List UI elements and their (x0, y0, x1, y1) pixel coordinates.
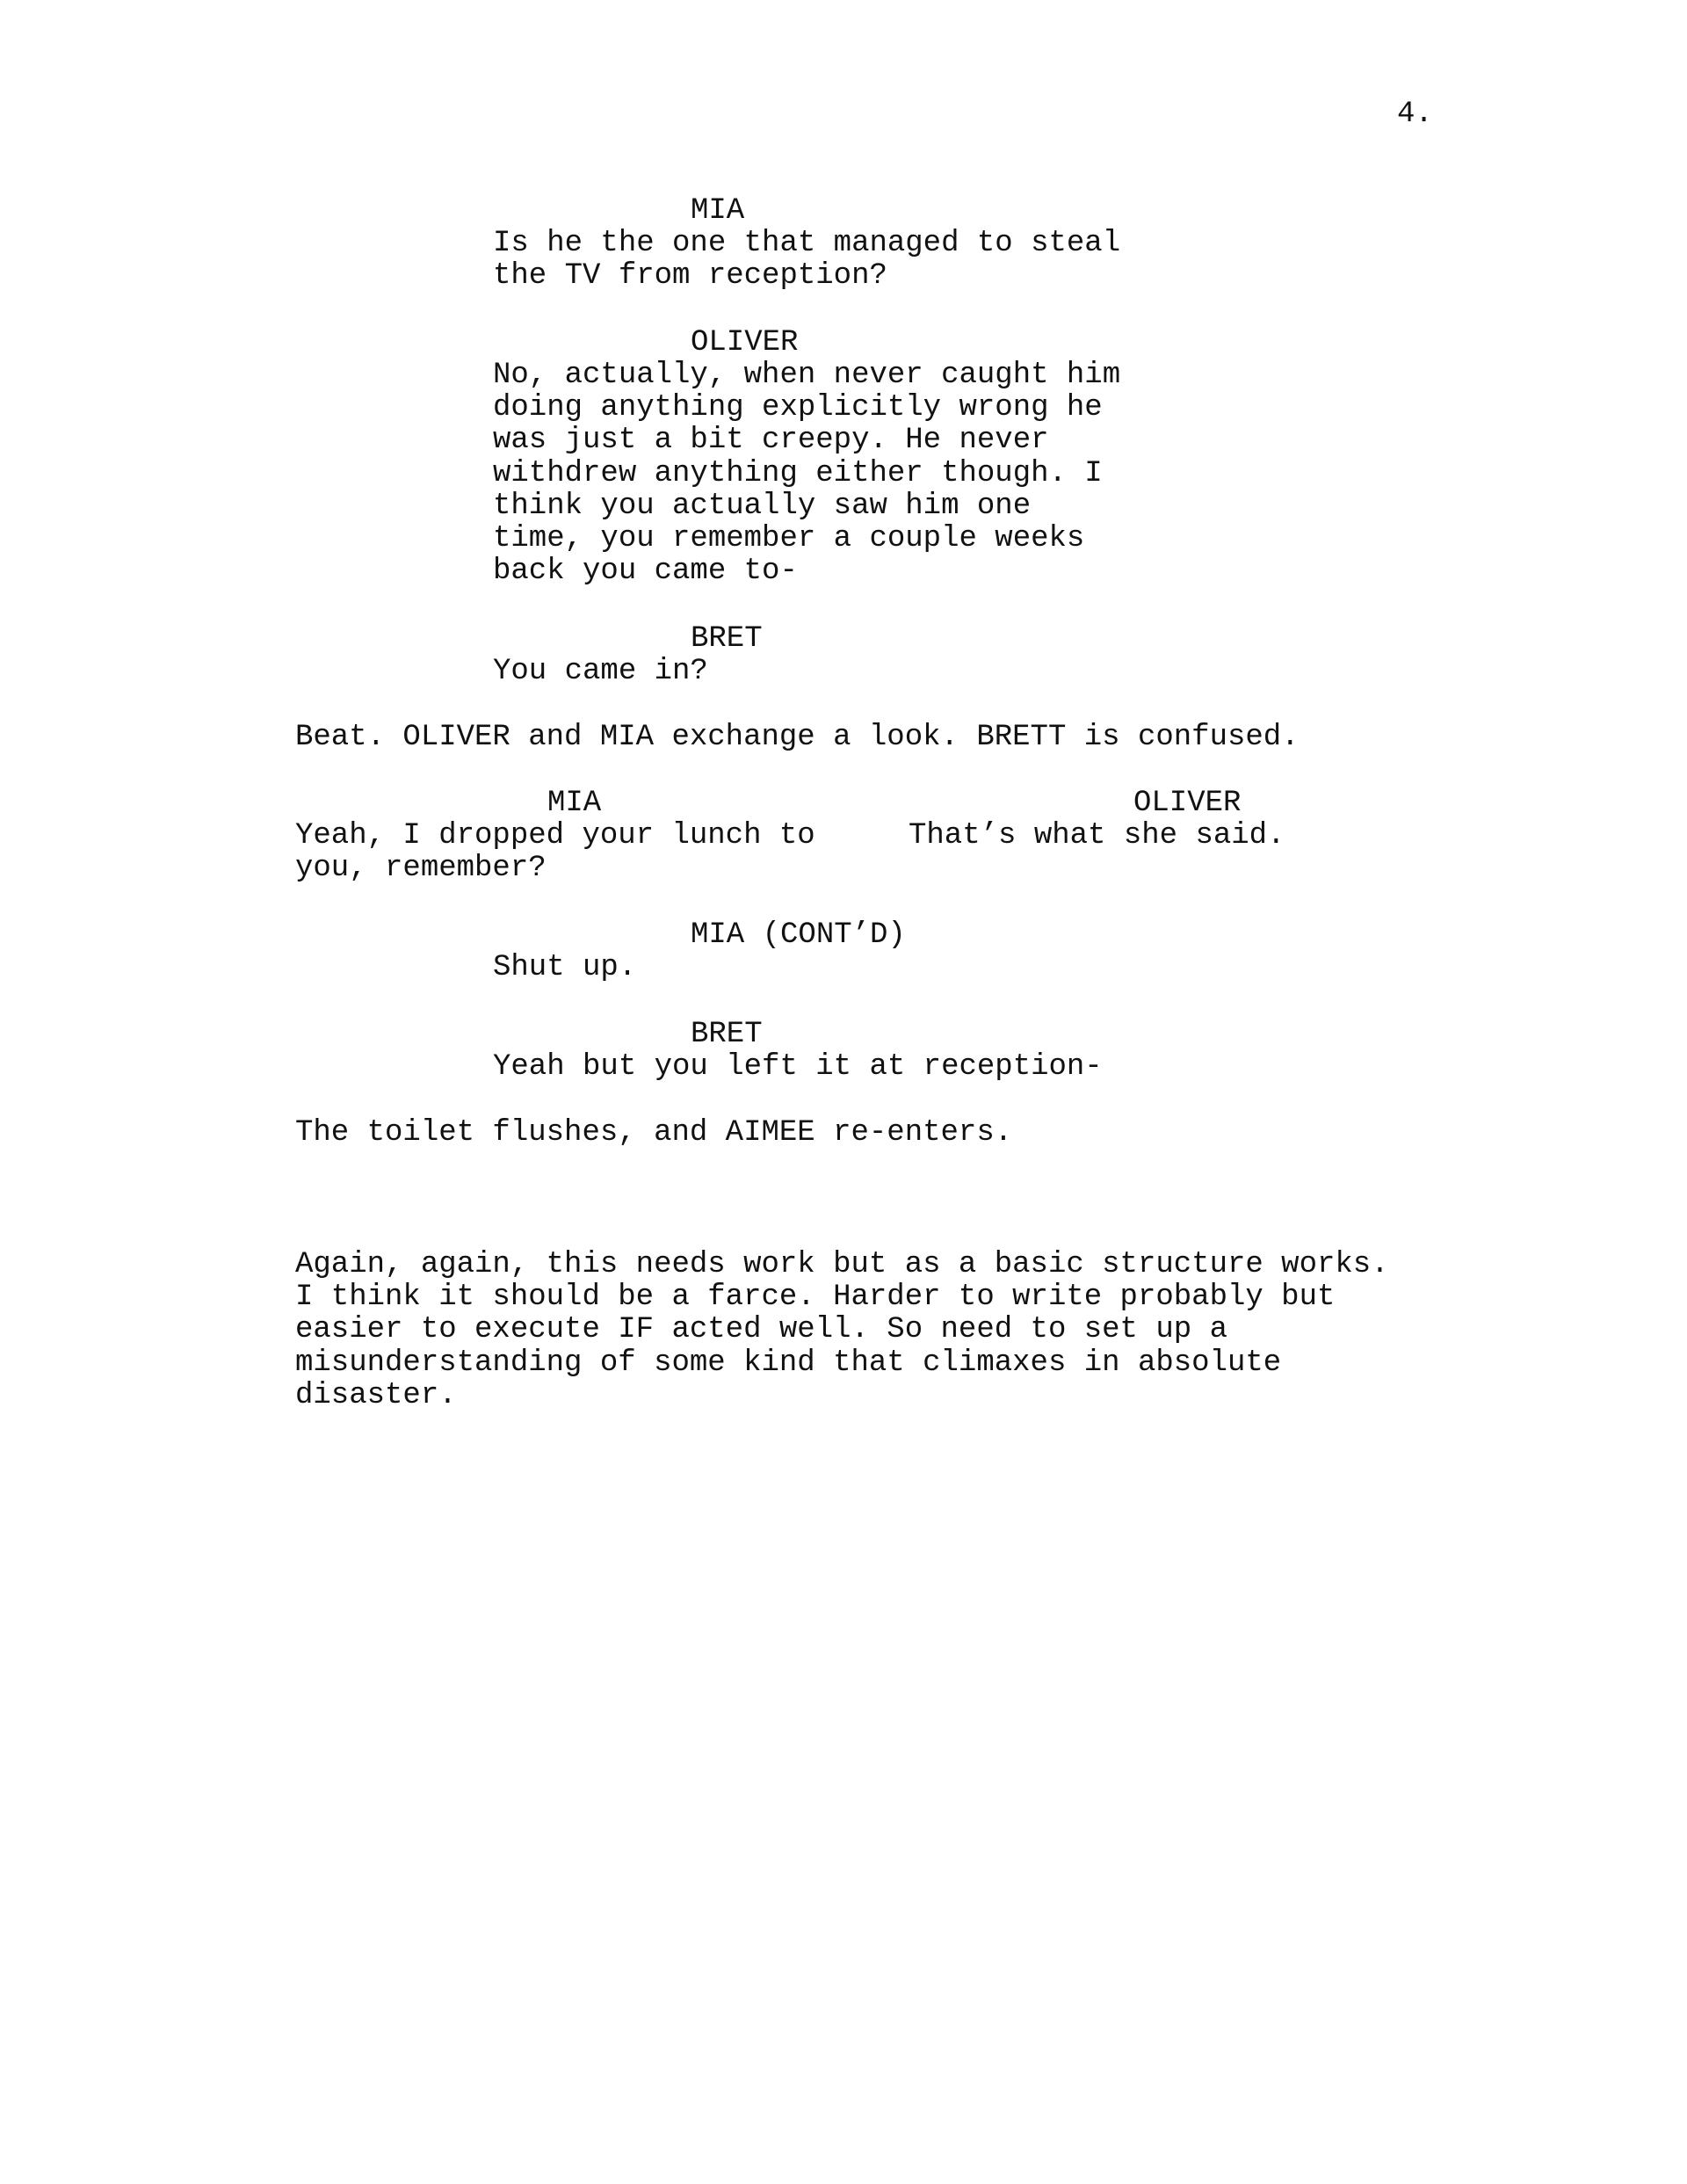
dialogue-line: Yeah, I dropped your lunch to (295, 819, 815, 853)
dialogue-line: was just a bit creepy. He never (493, 424, 1049, 458)
dialogue-line: Yeah but you left it at reception- (493, 1050, 1103, 1084)
dialogue-line: think you actually saw him one (493, 489, 1032, 523)
dialogue-line: That’s what she said. (909, 819, 1285, 853)
dialogue-line: You came in? (493, 655, 708, 688)
note-line: Again, again, this needs work but as a basic structure works. (295, 1248, 1389, 1281)
character-cue-bret-2: BRET (691, 1018, 763, 1051)
dialogue-bret-2 (493, 1051, 1103, 1084)
character-cue-mia-contd: MIA (CONT’D) (691, 918, 906, 952)
dialogue-line: Is he the one that managed to steal (493, 227, 1121, 260)
action-line-2: The toilet flushes, and AIMEE re-enters. (295, 1116, 1013, 1150)
dialogue-mia-2 (493, 952, 636, 984)
dialogue-bret-1 (493, 656, 708, 688)
dialogue-line: doing anything explicitly wrong he (493, 391, 1103, 425)
dialogue-line: withdrew anything either though. I (493, 456, 1103, 490)
character-cue-oliver: OLIVER (691, 326, 799, 359)
dialogue-mia-1 (493, 228, 1120, 293)
character-cue-mia-dual: MIA (547, 787, 602, 820)
writer-note (295, 1249, 1389, 1412)
dialogue-oliver-1 (493, 359, 1120, 588)
dialogue-line: back you came to- (493, 555, 798, 589)
character-cue-oliver-dual: OLIVER (1133, 787, 1242, 820)
note-line: disaster. (295, 1378, 457, 1412)
note-line: I think it should be a farce. Harder to write probably but (295, 1281, 1336, 1315)
page-number: 4. (1397, 98, 1433, 131)
dialogue-oliver-dual (909, 820, 1285, 853)
dialogue-line: the TV from reception? (493, 259, 887, 294)
dialogue-line: No, actually, when never caught him (493, 359, 1121, 392)
dialogue-line: you, remember? (295, 852, 547, 886)
character-cue-mia: MIA (691, 194, 745, 228)
action-line: Beat. OLIVER and MIA exchange a look. BRETT is confused. (295, 721, 1300, 754)
dialogue-mia-dual (295, 820, 815, 885)
note-line: easier to execute IF acted well. So need to set up a (295, 1313, 1227, 1347)
note-line: misunderstanding of some kind that climaxes in absolute (295, 1346, 1282, 1380)
dialogue-line: Shut up. (493, 951, 637, 984)
character-cue-bret: BRET (691, 622, 763, 656)
dialogue-line: time, you remember a couple weeks (493, 521, 1085, 555)
